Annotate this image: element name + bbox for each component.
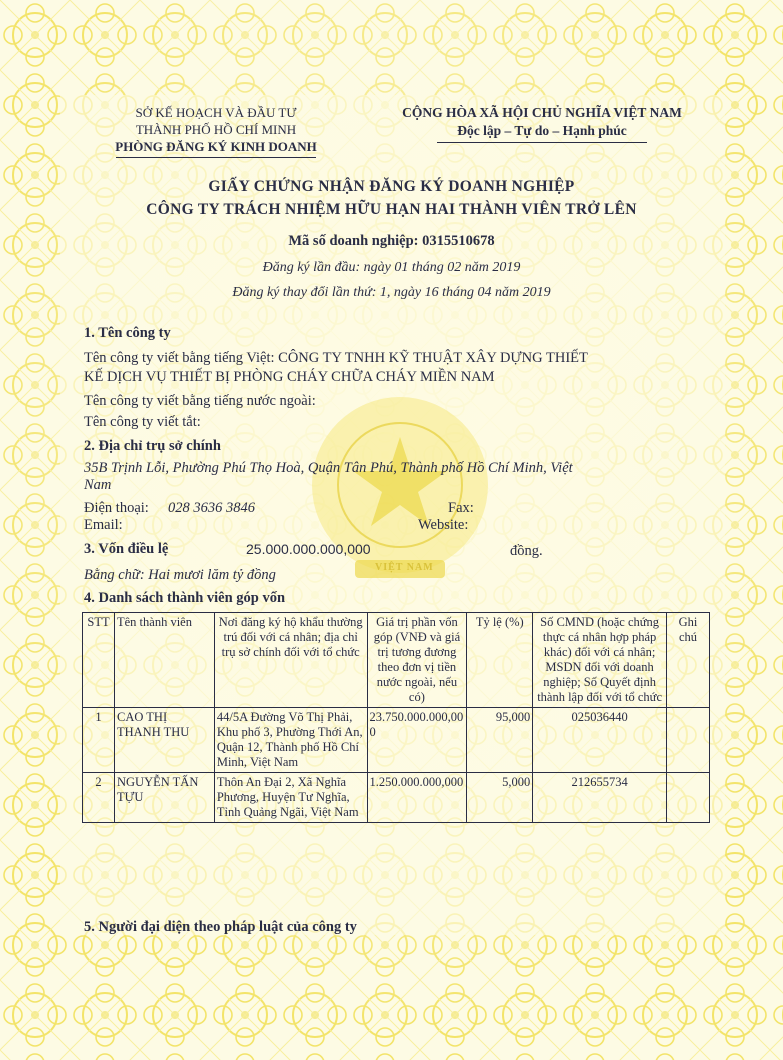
- section-5-heading: 5. Người đại diện theo pháp luật của công ty: [84, 919, 357, 935]
- row-address: Thôn An Đại 2, Xã Nghĩa Phương, Huyện Tư Nghĩa, Tỉnh Quảng Ngãi, Việt Nam: [214, 773, 367, 823]
- row-note: [667, 773, 710, 823]
- column-header-address: Nơi đăng ký hộ khẩu thường trú đối với cá nhân; địa chỉ trụ sở chính đối với tổ chức: [214, 613, 367, 708]
- charter-capital-amount: 25.000.000.000,000: [246, 541, 371, 557]
- change-registration-date: Đăng ký thay đổi lần thứ: 1, ngày 16 tháng 04 năm 2019: [232, 285, 551, 300]
- foreign-name-label: Tên công ty viết bằng tiếng nước ngoài:: [84, 393, 316, 409]
- national-motto: [372, 104, 712, 143]
- country-name: CỘNG HÒA XÃ HỘI CHỦ NGHĨA VIỆT NAM: [402, 105, 682, 120]
- table-row: [83, 773, 710, 823]
- phone-label: Điện thoại:: [84, 500, 149, 516]
- email-label: Email:: [84, 517, 123, 533]
- short-name-label: Tên công ty viết tắt:: [84, 414, 201, 430]
- row-member-name: NGUYỄN TẤN TỰU: [114, 773, 214, 823]
- first-registration-date: Đăng ký lần đầu: ngày 01 tháng 02 năm 2019: [262, 260, 521, 275]
- row-id-number: 212655734: [533, 773, 667, 823]
- vietnamese-name-line-2: KẾ DỊCH VỤ THIẾT BỊ PHÒNG CHÁY CHỮA CHÁY MIỀN NAM: [84, 369, 495, 385]
- section-3-heading: 3. Vốn điều lệ: [84, 541, 169, 557]
- motto: Độc lập – Tự do – Hạnh phúc: [457, 123, 627, 138]
- row-ratio: 5,000: [467, 773, 533, 823]
- authority-line-1: SỞ KẾ HOẠCH VÀ ĐẦU TƯ: [135, 105, 297, 120]
- row-note: [667, 708, 710, 773]
- motto-underline: [437, 142, 647, 143]
- vietnamese-name-line-1: Tên công ty viết bằng tiếng Việt: CÔNG TY TNHH KỸ THUẬT XÂY DỰNG THIẾT: [84, 350, 588, 366]
- address-line-1: 35B Trịnh Lỗi, Phường Phú Thọ Hoà, Quận Tân Phú, Thành phố Hồ Chí Minh, Việt: [84, 460, 573, 476]
- table-row: [83, 708, 710, 773]
- row-capital: 23.750.000.000,000: [367, 708, 467, 773]
- column-header-stt: STT: [83, 613, 115, 708]
- charter-capital-unit: đồng.: [510, 543, 543, 559]
- authority-line-2: THÀNH PHỐ HỒ CHÍ MINH: [135, 122, 297, 137]
- company-type-title: CÔNG TY TRÁCH NHIỆM HỮU HẠN HAI THÀNH VIÊN TRỞ LÊN: [146, 201, 637, 218]
- capital-in-words: Bằng chữ: Hai mươi lăm tỷ đồng: [84, 567, 276, 583]
- issuing-authority: [96, 104, 336, 158]
- authority-underline: [116, 157, 316, 158]
- column-header-capital: Giá trị phần vốn góp (VNĐ và giá trị tương đương theo đơn vị tiền nước ngoài, nếu có): [367, 613, 467, 708]
- column-header-ratio: Tỷ lệ (%): [467, 613, 533, 708]
- row-member-name: CAO THỊ THANH THU: [114, 708, 214, 773]
- fax-label: Fax:: [448, 500, 474, 516]
- row-stt: 2: [83, 773, 115, 823]
- row-address: 44/5A Đường Võ Thị Phải, Khu phố 3, Phường Thới An, Quận 12, Thành phố Hồ Chí Minh, Việt Nam: [214, 708, 367, 773]
- website-label: Website:: [418, 517, 469, 533]
- row-id-number: 025036440: [533, 708, 667, 773]
- table-header-row: [83, 613, 710, 708]
- enterprise-code: Mã số doanh nghiệp: 0315510678: [288, 233, 495, 249]
- row-stt: 1: [83, 708, 115, 773]
- phone-value: 028 3636 3846: [168, 500, 255, 516]
- certificate-title: GIẤY CHỨNG NHẬN ĐĂNG KÝ DOANH NGHIỆP: [208, 178, 575, 195]
- emblem-banner-text: VIỆT NAM: [375, 562, 434, 573]
- column-header-member-name: Tên thành viên: [114, 613, 214, 708]
- column-header-id-number: Số CMND (hoặc chứng thực cá nhân hợp pháp khác) đối với cá nhân; MSDN đối với doanh nghiệp; Số Quyết định thành lập đối với tổ chức: [533, 613, 667, 708]
- section-2-heading: 2. Địa chỉ trụ sở chính: [84, 438, 221, 454]
- member-table: [82, 612, 710, 823]
- address-line-2: Nam: [84, 477, 112, 493]
- authority-line-3: PHÒNG ĐĂNG KÝ KINH DOANH: [115, 139, 317, 154]
- column-header-note: Ghi chú: [667, 613, 710, 708]
- section-1-heading: 1. Tên công ty: [84, 325, 171, 341]
- row-capital: 1.250.000.000,000: [367, 773, 467, 823]
- row-ratio: 95,000: [467, 708, 533, 773]
- section-4-heading: 4. Danh sách thành viên góp vốn: [84, 590, 286, 606]
